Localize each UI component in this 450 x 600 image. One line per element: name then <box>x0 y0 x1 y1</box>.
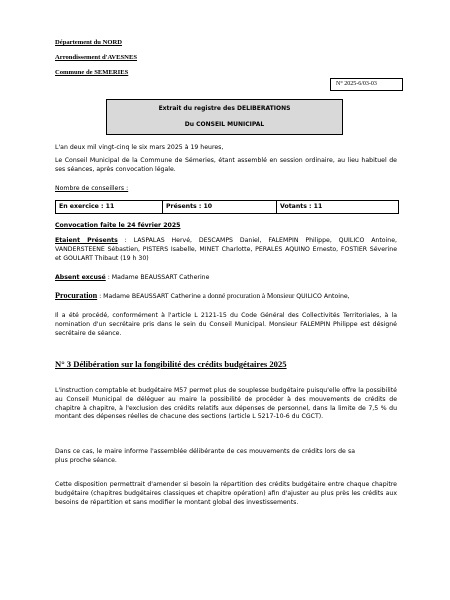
absent-name: : Madame BEAUSSART Catherine <box>105 274 210 281</box>
body-paragraph-2: Dans ce cas, le maire informe l'assemblée délibérante de ces mouvements de crédits lors de sa plus proche séance. <box>55 448 355 464</box>
procuration-mid: a donné procuration à Monsieur <box>200 292 297 300</box>
procuration-label: Procuration <box>55 291 98 300</box>
date-line: L'an deux mil vingt-cinq le six mars 2025 à 19 heures, <box>55 144 224 151</box>
header-arrondissement: Arrondissement d'AVESNES <box>55 54 138 61</box>
presents-label: Etaient Présents <box>55 237 118 244</box>
secretary-paragraph: Il a été procédé, conformément à l'article L 2121-15 du Code Général des Collectivités Territoriales, à la nomination d'un secrétaire pris dans le sein du Conseil Municipal. Monsieur FALEMPIN Philippe est désigné secrétaire de séance. <box>55 312 397 337</box>
body-paragraph-1: L'instruction comptable et budgétaire M57 permet plus de souplesse budgétaire puisqu'elle offre la possibilité au Conseil Municipal de déléguer au maire la possibilité de procéder à des mouvements de crédits de chapitre à chapitre, à l'exclusion des crédits relatifs aux dépenses de personnel, dans la limite de 7,5 % du montant des dépenses réelles de chacune des sections (article L 5217-10-6 du CGCT). <box>55 387 397 421</box>
procuration-line <box>55 292 350 302</box>
procuration-receiver: QUILICO Antoine, <box>296 293 350 300</box>
count-votants: Votants : 11 <box>280 203 323 210</box>
procuration-giver: : Madame BEAUSSART Catherine <box>97 293 201 300</box>
section-title: N° 3 Délibération sur la fongibilité des crédits budgétaires 2025 <box>55 359 287 369</box>
reference-number: N° 2025-6/03-03 <box>330 78 403 91</box>
absent-label: Absent excusé <box>55 274 106 281</box>
convocation-date: Convocation faite le 24 février 2025 <box>55 222 181 229</box>
count-presents: Présents : 10 <box>163 201 277 213</box>
councillors-heading: Nombre de conseillers : <box>55 185 129 192</box>
body-paragraph-3: Cette disposition permettrait d'amender si besoin la répartition des crédits budgétaire entre chaque chapitre budgétaire (chapitres budgétaires classiques et chapitre opération) afin d'ajuster au plus près les crédits aux besoins de répartition et sans modifier le montant global des investissements. <box>55 481 397 506</box>
extract-title-line2: Du CONSEIL MUNICIPAL <box>184 121 265 128</box>
extract-title-line1: Extrait du registre des DELIBERATIONS <box>158 105 291 112</box>
count-en-exercice: En exercice : 11 <box>56 201 163 213</box>
councillors-count-table <box>55 200 399 214</box>
header-commune: Commune de SEMERIES <box>55 69 129 76</box>
presents-list: : LASPALAS Hervé, DESCAMPS Daniel, FALEMPIN Philippe, QUILICO Antoine, VANDERSTEENE Sébastien, PISTERS Isabelle, MINET Charlotte, PERALES AQUINO Ernesto, FOSTIER Séverine et GOULART Thibaut (19 h 30) <box>55 237 397 262</box>
extract-title-box <box>106 99 343 135</box>
absent-line <box>55 274 209 283</box>
intro-paragraph: Le Conseil Municipal de la Commune de Sémeries, étant assemblé en session ordinaire, au lieu habituel de ses séances, après convocation légale. <box>55 157 397 173</box>
header-department: Département du NORD <box>55 39 123 46</box>
presents-paragraph <box>55 237 397 263</box>
